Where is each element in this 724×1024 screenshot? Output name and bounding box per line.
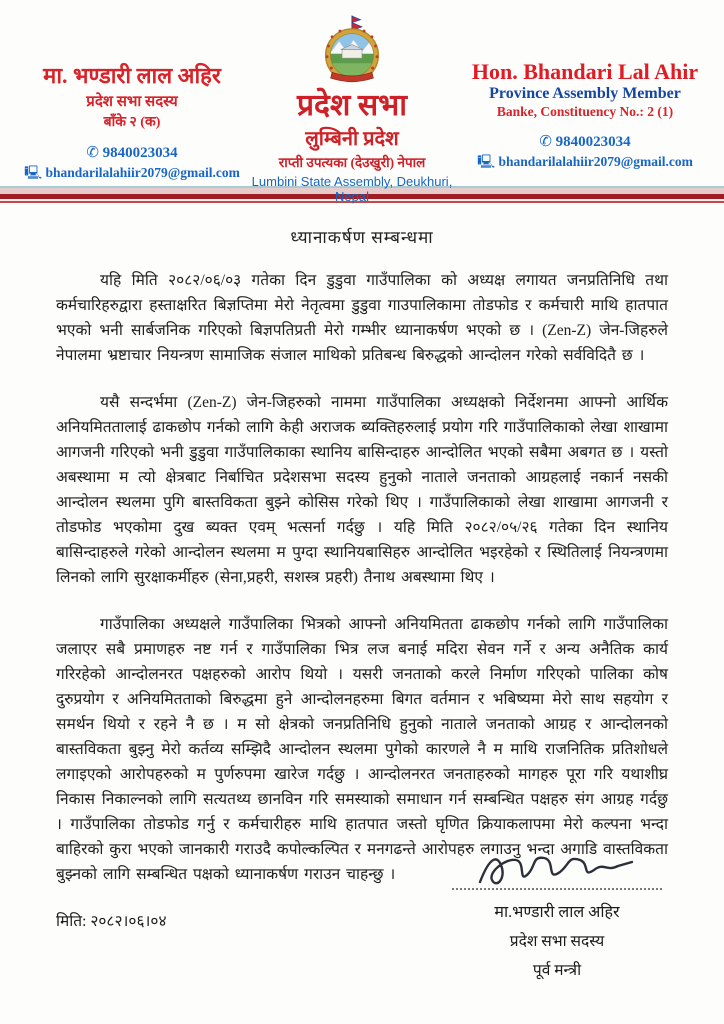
signature-block	[442, 842, 672, 980]
assembly-title-english: Lumbini State Assembly, Deukhuri, Nepal	[251, 173, 453, 204]
letterhead	[0, 0, 724, 204]
letterhead-center	[248, 12, 456, 204]
member-constituency-english: Banke, Constituency No.: 2 (1)	[496, 104, 674, 120]
province-title: लुम्बिनी प्रदेश	[305, 127, 399, 150]
contact-right	[456, 132, 714, 171]
member-title-english: Province Assembly Member	[489, 85, 681, 103]
member-title-nepali: प्रदेश सभा सदस्य	[86, 94, 178, 111]
phone-icon: ✆	[86, 143, 99, 162]
member-name-nepali: मा. भण्डारी लाल अहिर	[43, 63, 221, 88]
member-name-english: Hon. Bhandari Lal Ahir	[471, 59, 699, 84]
letterhead-right	[456, 12, 714, 182]
date-line: मिति: २०८२।०६।०४	[56, 913, 167, 930]
paragraph-3: गाउँपालिका अध्यक्षले गाउँपालिका भित्रको आफ्नो अनियमितता ढाकछोप गर्नको लागि गाउँपालिका जलाएर सबै प्रमाणहरु नष्ट गर्न र गाउँपालिका भित्र लज बनाई मदिरा सेवन गर्ने र अन्य अनैतिक कार्य गरिरहेको आन्दोलनरत पक्षहरुको आरोप थियो । यसरी जनताको करले निर्माण गरिएको पालिका कोष दुरुप्रयोग र अनियमितताको बिरुद्धमा हुने आन्दोलनहरुमा बिगत वर्तमान र भबिष्यमा मेरो साथ सहयोग र समर्थन थियो र रहने नै छ । म सो क्षेत्रको जनप्रतिनिधि हुनुको नाताले जनताको आग्रह र आन्दोलनको बास्तविकता बुझ्नु मेरो कर्तव्य सम्झिदै आन्दोलन स्थलमा पुगेको कारणले नै म माथि राजनितिक प्रतिशोधले लगाइएको आरोपहरुको म पुर्णरुपमा खारेज गर्दछु । आन्दोलनरत जनताहरुको मागहरु पूरा गरि यथाशीघ्र निकास निकाल्नको लागि सत्यतथ्य छानविन गरि समस्याको समाधान गर्न सम्बन्धित पक्षहरु संग आग्रह गर्दछु । गाउँपालिका तोडफोड गर्नु र कर्मचारीहरु माथि हातपात जस्तो घृणित क्रियाकलापमा मेरो कल्पना भन्दा बाहिरको कुरा भएको जानकारी गराउदै कपोल्कल्पित र मनगढन्ते आरोपहरु लगाउनु भन्दा अगाडि वास्तविकता बुझ्नको लागि सम्बन्धित पक्षको ध्यानाकर्षण गराउन चाहन्छु ।	[56, 616, 668, 883]
email-icon: 🖳	[477, 153, 496, 170]
phone-icon: ✆	[539, 132, 552, 151]
email-address: bhandarilalahiir2079@gmail.com	[498, 153, 693, 169]
paragraph-1: यहि मिति २०८२/०६/०३ गतेका दिन डुडुवा गाउँपालिका को अध्यक्ष लगायत जनप्रतिनिधि तथा कर्मचारिहरुद्वारा हस्ताक्षरित बिज्ञप्तिमा मेरो नेतृत्वमा डुडुवा गाउपालिकामा तोडफोड र कर्मचारी माथि हातपात भएको भनी सार्बजनिक गरिएको बिज्ञपतिप्रती मेरो गम्भीर ध्यानाकर्षण भएको छ । (Zen-Z) जेन-जिहरुले नेपालमा भ्रष्टाचार नियन्त्रण सामाजिक संजाल माथिको प्रतिबन्ध बिरुद्धको आन्दोलन गरेको सर्वविदितै छ ।	[56, 272, 668, 364]
phone-number: 9840023034	[102, 145, 178, 162]
signatory-name: मा.भण्डारी लाल अहिर	[494, 904, 620, 921]
email-address: bhandarilalahiir2079@gmail.com	[45, 164, 240, 180]
member-constituency-nepali: बाँके २ (क)	[103, 115, 161, 131]
signatory-former-role: पूर्व मन्त्री	[532, 962, 582, 979]
letterhead-left	[16, 12, 248, 182]
assembly-title: प्रदेश सभा	[296, 89, 408, 122]
paragraph-2: यसै सन्दर्भमा (Zen-Z) जेन-जिहरुको नाममा गाउँपालिका अध्यक्षको निर्देशनमा आफ्नो आर्थिक अनियमिततालाई ढाकछोप गर्नको लागि केही अराजक ब्यक्तिहरुलाई प्रयोग गरि गाउँपालिकाको लेखा शाखामा आगजनी गरिएको भनी डुडुवा गाउँपालिकाका स्थानिय बासिन्दाहरु आन्दोलित भएको सबैमा अबगत छ । यस्तो अबस्थामा म त्यो क्षेत्रबाट निर्बाचित प्रदेशसभा सदस्य हुनुको नाताले जनताको आग्रहलाई नकार्न नसकी आन्दोलन स्थलमा पुगि बास्तविकता बुझ्ने कोसिस गरेको थिए । गाउँपालिकाको लेखा शाखामा आगजनी र तोडफोड भएकोमा दुख ब्यक्त एवम् भत्सर्ना गर्दछु । यहि मिति २०८२/०५/२६ गतेका दिन स्थानिय बासिन्दाहरुले गरेको आन्दोलन स्थलमा म पुग्दा स्थानियबासिहरु आन्दोलित भइरहेको र स्थितिलाई नियन्त्रणमा लिनको लागि सुरक्षाकर्मीहरु (सेना,प्रहरी, सशस्त्र प्रहरी) तैनाथ अबस्थामा थिए ।	[56, 394, 669, 586]
phone-number: 9840023034	[555, 134, 631, 151]
contact-left	[16, 143, 248, 182]
letter-body	[0, 203, 724, 931]
handwritten-signature-icon	[472, 844, 642, 896]
province-emblem-icon	[316, 14, 388, 88]
valley-line: राप्ती उपत्यका (देउखुरी) नेपाल	[278, 154, 426, 170]
signatory-title: प्रदेश सभा सदस्य	[509, 933, 605, 950]
email-icon: 🖳	[24, 164, 43, 181]
subject-line: ध्यानाकर्षण सम्बन्धमा	[290, 228, 434, 247]
